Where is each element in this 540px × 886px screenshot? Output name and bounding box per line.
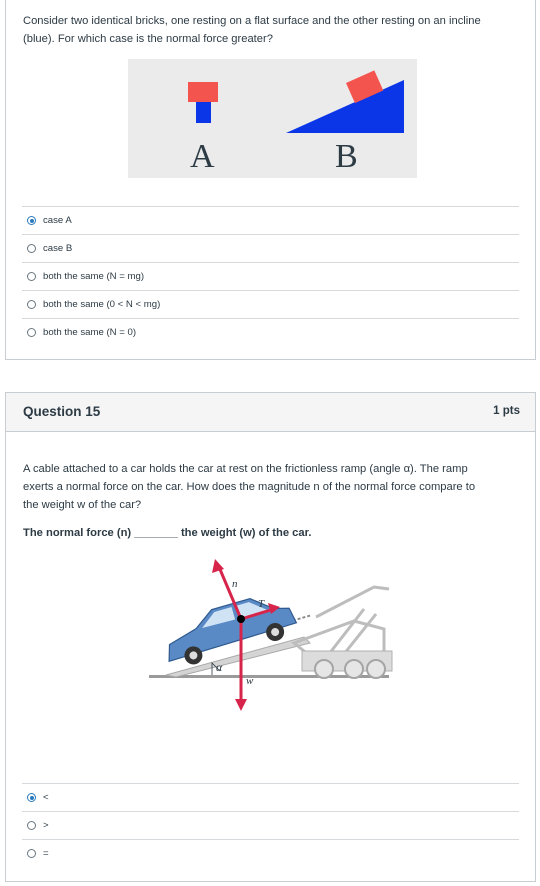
question-15-prompt: [23, 460, 519, 514]
radio[interactable]: [27, 849, 36, 858]
truck-wheel: [367, 660, 385, 678]
answer-label: <: [43, 792, 49, 803]
answer-label: both the same (N = mg): [43, 271, 145, 282]
question-title: Question 15: [23, 404, 101, 419]
question-14-answers: [22, 206, 519, 346]
radio[interactable]: [27, 821, 36, 830]
label-t: T: [258, 598, 265, 610]
question-14-card: [5, 0, 536, 360]
prompt-line: exerts a normal force on the car. How does the magnitude n of the normal force compare to: [23, 481, 476, 493]
answer-label: =: [43, 848, 49, 859]
label-alpha: α: [216, 660, 223, 674]
support-a: [196, 102, 211, 123]
radio[interactable]: [27, 272, 36, 281]
answer-label: case A: [43, 215, 72, 226]
radio-selected[interactable]: [27, 216, 36, 225]
fill-blank: _______: [134, 527, 178, 539]
answer-option[interactable]: [22, 206, 519, 234]
question-points: 1 pts: [493, 405, 520, 417]
answer-option[interactable]: [22, 811, 519, 839]
radio[interactable]: [27, 300, 36, 309]
answer-option[interactable]: [22, 234, 519, 262]
label-w: w: [246, 675, 254, 687]
truck-wheel: [345, 660, 363, 678]
center-of-mass: [237, 615, 245, 623]
answer-label: case B: [43, 243, 73, 254]
question-15-answers: [22, 783, 519, 867]
fill-in-statement: [23, 524, 519, 542]
prompt-line: (blue). For which case is the normal force greater?: [23, 33, 273, 45]
car-ramp-figure: [144, 559, 394, 719]
tow-truck: [294, 587, 389, 659]
answer-option[interactable]: [22, 290, 519, 318]
fill-suffix: the weight (w) of the car.: [180, 527, 312, 539]
weight-arrowhead: [235, 699, 247, 711]
answer-option[interactable]: [22, 783, 519, 811]
answer-option[interactable]: [22, 262, 519, 290]
bricks-figure: [128, 59, 417, 178]
answer-label: >: [43, 820, 49, 831]
answer-label: both the same (N = 0): [43, 327, 137, 338]
brick-a: [188, 82, 218, 102]
truck-wheel: [315, 660, 333, 678]
label-n: n: [232, 578, 238, 590]
radio-selected[interactable]: [27, 793, 36, 802]
prompt-line: Consider two identical bricks, one resting on a flat surface and the other resting on an incline: [23, 15, 481, 27]
radio[interactable]: [27, 244, 36, 253]
fill-prefix: The normal force (n): [23, 527, 132, 539]
answer-label: both the same (0 < N < mg): [43, 299, 161, 310]
label-a: A: [190, 138, 215, 175]
label-b: B: [335, 138, 358, 175]
prompt-line: the weight w of the car?: [23, 499, 142, 511]
question-15-card: [5, 392, 536, 882]
radio[interactable]: [27, 328, 36, 337]
answer-option[interactable]: [22, 318, 519, 346]
question-14-prompt: [23, 12, 519, 48]
answer-option[interactable]: [22, 839, 519, 867]
prompt-line: A cable attached to a car holds the car at rest on the frictionless ramp (angle α). The ramp: [23, 463, 468, 475]
question-header: [6, 393, 535, 432]
